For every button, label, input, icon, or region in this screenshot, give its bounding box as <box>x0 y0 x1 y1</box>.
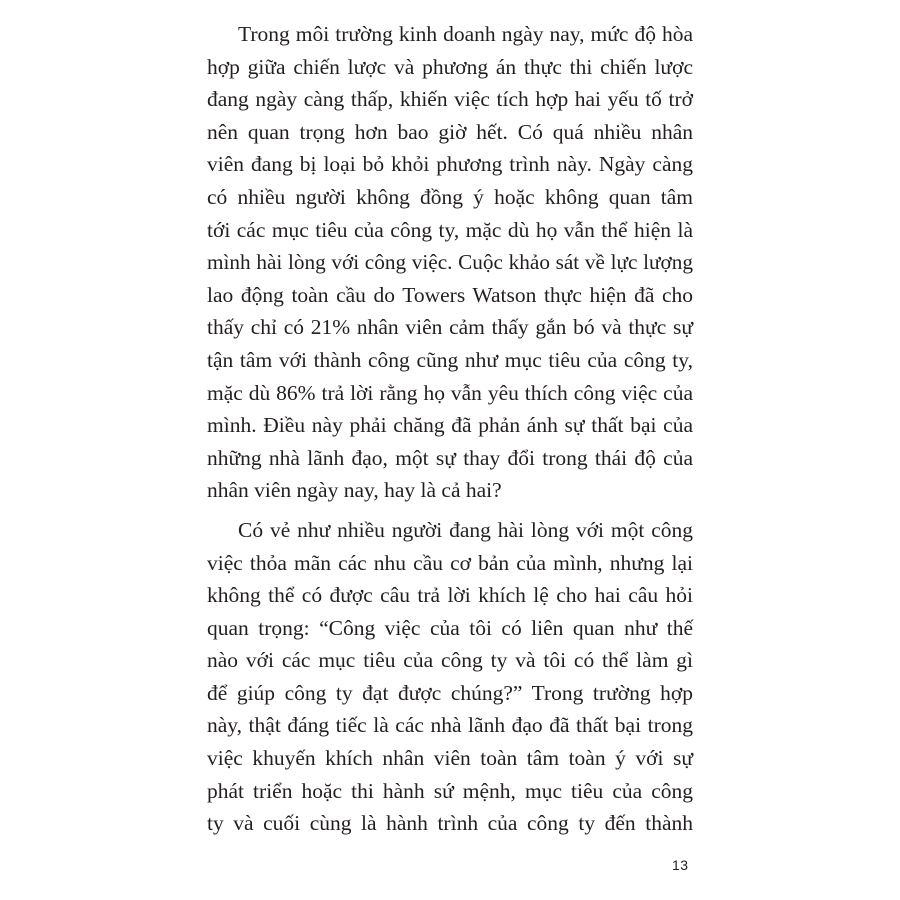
text-line: nào với các mục tiêu của công ty và tôi có thể làm gì <box>207 648 693 673</box>
text-line: viên đang bị loại bỏ khỏi phương trình này. Ngày càng <box>207 152 693 177</box>
text-line: để giúp công ty đạt được chúng?” Trong trường hợp <box>207 680 693 705</box>
text-line: nên quan trọng hơn bao giờ hết. Có quá nhiều nhân <box>207 119 693 144</box>
text-line: không thể có được câu trả lời khích lệ cho hai câu hỏi <box>207 583 693 608</box>
text-line: mình. Điều này phải chăng đã phản ánh sự thất bại của <box>207 413 693 438</box>
text-line: phát triển hoặc thi hành sứ mệnh, mục tiêu của công <box>207 778 693 803</box>
text-line: này, thật đáng tiếc là các nhà lãnh đạo đã thất bại trong <box>207 713 693 738</box>
text-line: tận tâm với thành công cũng như mục tiêu của công ty, <box>207 347 693 372</box>
text-line: mình hài lòng với công việc. Cuộc khảo sát về lực lượng <box>207 250 693 275</box>
text-line: Trong môi trường kinh doanh ngày nay, mức độ hòa <box>238 22 693 46</box>
text-line: ty và cuối cùng là hành trình của công ty đến thành <box>207 811 693 836</box>
text-line: hợp giữa chiến lược và phương án thực thi chiến lược <box>207 54 693 79</box>
text-line: quan trọng: “Công việc của tôi có liên quan như thế <box>207 615 693 640</box>
text-line: việc thỏa mãn các nhu cầu cơ bản của mình, nhưng lại <box>207 550 693 575</box>
text-line: Có vẻ như nhiều người đang hài lòng với một công <box>238 517 693 542</box>
text-line: lao động toàn cầu do Towers Watson thực hiện đã cho <box>207 282 693 307</box>
text-line: việc khuyến khích nhân viên toàn tâm toàn ý với sự <box>207 746 693 771</box>
text-line: có nhiều người không đồng ý hoặc không quan tâm <box>207 184 693 209</box>
text-line: đang ngày càng thấp, khiến việc tích hợp hai yếu tố trở <box>207 87 693 112</box>
text-line: mặc dù 86% trả lời rằng họ vẫn yêu thích công việc của <box>207 380 693 405</box>
text-line: thấy chỉ có 21% nhân viên cảm thấy gắn bó và thực sự <box>207 315 693 340</box>
text-line: những nhà lãnh đạo, một sự thay đổi trong thái độ của <box>207 445 693 470</box>
page-number: 13 <box>672 857 689 873</box>
text-line: tới các mục tiêu của công ty, mặc dù họ vẫn thể hiện là <box>207 217 693 242</box>
paragraph-2 <box>207 514 693 840</box>
text-line: nhân viên ngày nay, hay là cả hai? <box>207 478 502 503</box>
body-text <box>207 18 693 847</box>
paragraph-1 <box>207 18 693 507</box>
